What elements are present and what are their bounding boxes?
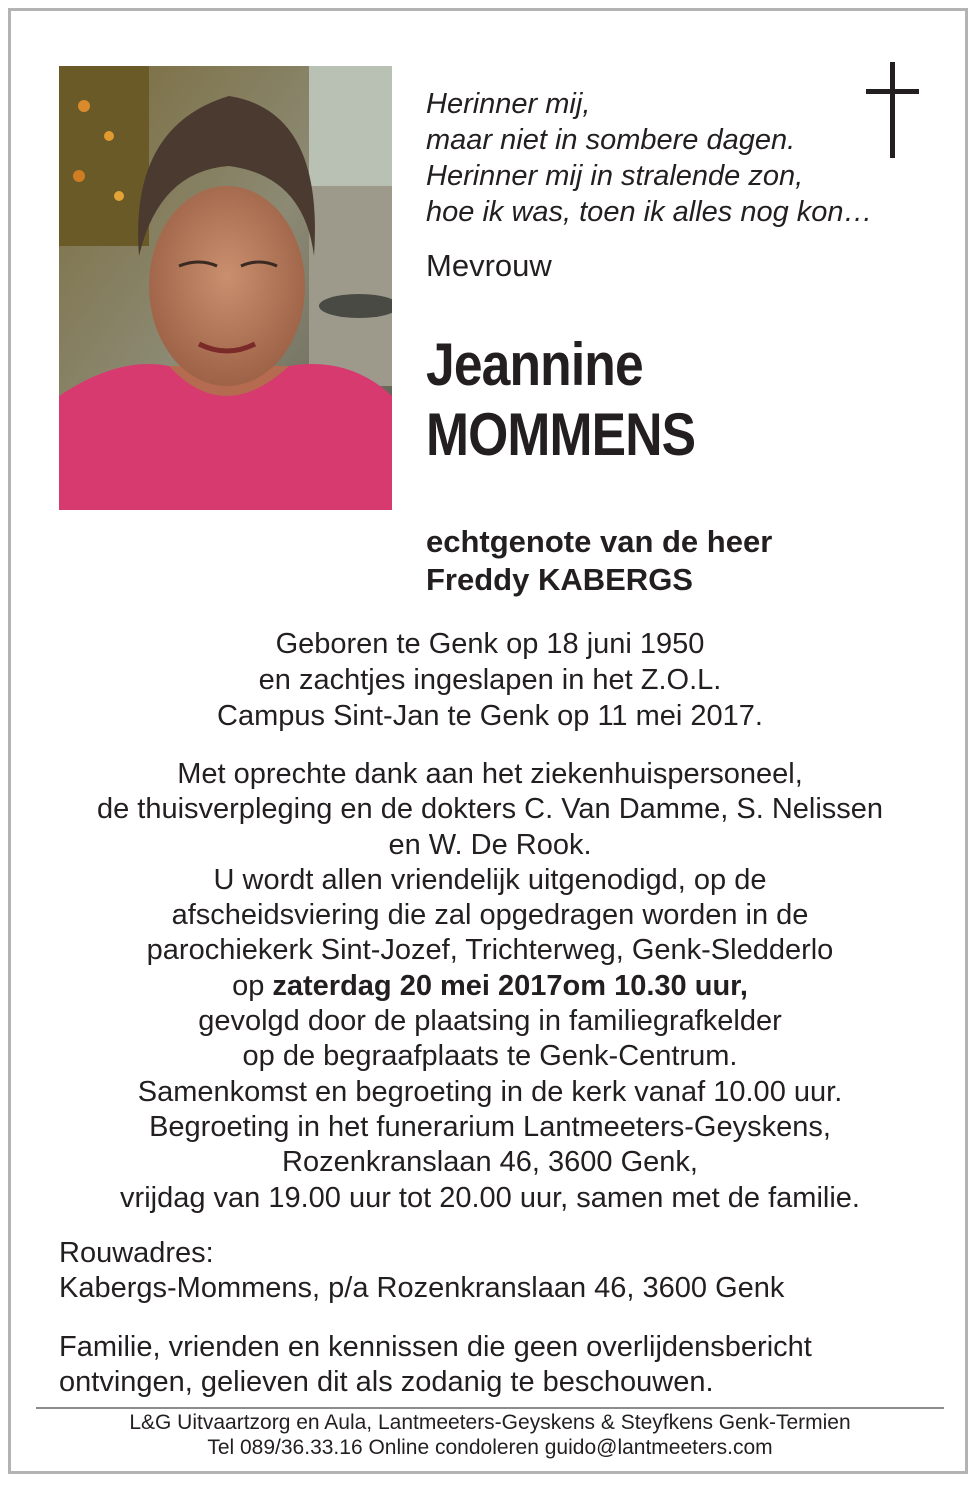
mourning-address — [59, 1236, 784, 1306]
relation-line: echtgenote van de heer — [426, 524, 773, 559]
text-line: Begroeting in het funerarium Lantmeeters-Geyskens, — [149, 1110, 831, 1143]
text-line: Met oprechte dank aan het ziekenhuispersoneel, — [177, 758, 803, 790]
text-line: Campus Sint-Jan te Genk op 11 mei 2017. — [217, 700, 763, 732]
address-value: Kabergs-Mommens, p/a Rozenkranslaan 46, 3600 Genk — [59, 1272, 785, 1304]
first-name: Jeannine — [426, 331, 643, 398]
text-line: parochiekerk Sint-Jozef, Trichterweg, Genk-Sledderlo — [146, 934, 834, 967]
poem-line: Herinner mij, — [426, 88, 591, 120]
poem-line: hoe ik was, toen ik alles nog kon… — [426, 196, 873, 228]
portrait-photo — [59, 66, 392, 510]
date-prefix: op — [232, 969, 273, 1002]
text-line: Familie, vrienden en kennissen die geen overlijdensbericht — [59, 1331, 812, 1363]
birth-death-info — [30, 626, 950, 734]
text-line: afscheidsviering die zal opgedragen worden in de — [171, 899, 809, 932]
text-line: en W. De Rook. — [388, 828, 592, 861]
footer-divider — [36, 1407, 944, 1409]
footer — [30, 1410, 950, 1460]
spouse-info — [426, 523, 772, 599]
text-line: gevolgd door de plaatsing in familiegrafkelder — [198, 1005, 782, 1038]
ceremony-date: zaterdag 20 mei 2017om 10.30 uur, — [272, 969, 748, 1002]
footer-line: Tel 089/36.33.16 Online condoleren guido@lantmeeters.com — [207, 1436, 773, 1459]
notice-text — [59, 1330, 812, 1400]
ceremony-date-line — [30, 969, 950, 1004]
text-line: vrijdag van 19.00 uur tot 20.00 uur, samen met de familie. — [120, 1181, 860, 1214]
deceased-name — [426, 330, 695, 470]
text-line: ontvingen, gelieven dit als zodanig te beschouwen. — [59, 1366, 714, 1398]
poem-line: maar niet in sombere dagen. — [426, 124, 796, 156]
text-line: Rozenkranslaan 46, 3600 Genk, — [282, 1146, 698, 1179]
text-line: de thuisverpleging en de dokters C. Van Damme, S. Nelissen — [96, 793, 884, 826]
honorific: Mevrouw — [426, 248, 552, 283]
address-label: Rouwadres: — [59, 1237, 214, 1269]
spouse-name: Freddy KABERGS — [426, 562, 693, 597]
text-line: Geboren te Genk op 18 juni 1950 — [275, 628, 705, 660]
ceremony-info — [30, 757, 950, 1216]
last-name: MOMMENS — [426, 401, 696, 468]
text-line: U wordt allen vriendelijk uitgenodigd, op de — [213, 863, 767, 896]
poem — [426, 86, 873, 230]
text-line: op de begraafplaats te Genk-Centrum. — [242, 1040, 738, 1073]
text-line: en zachtjes ingeslapen in het Z.O.L. — [258, 664, 722, 696]
footer-line: L&G Uitvaartzorg en Aula, Lantmeeters-Geyskens & Steyfkens Genk-Termien — [129, 1411, 851, 1434]
text-line: Samenkomst en begroeting in de kerk vanaf 10.00 uur. — [137, 1075, 843, 1108]
poem-line: Herinner mij in stralende zon, — [426, 160, 804, 192]
